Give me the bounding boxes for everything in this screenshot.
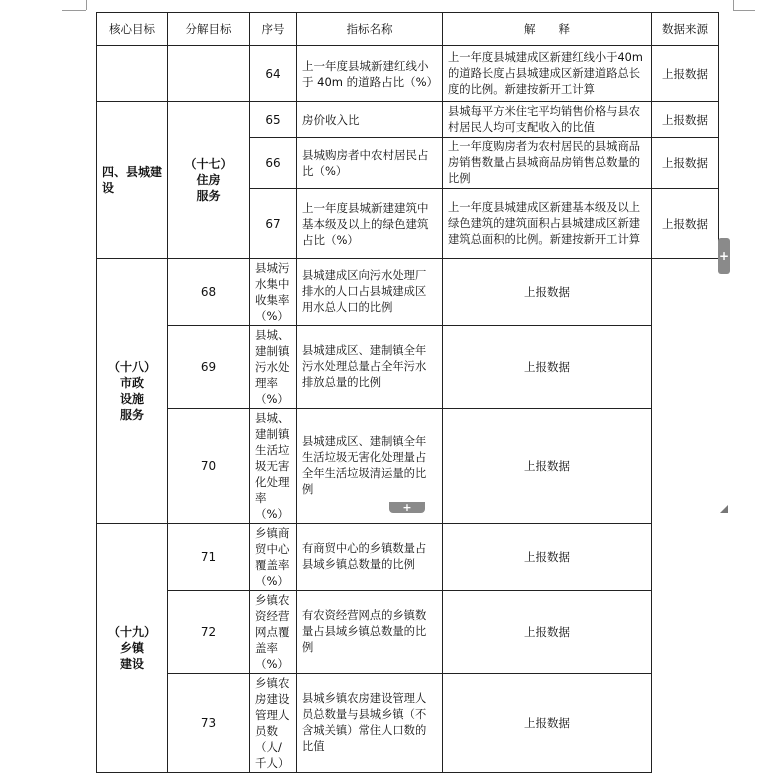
sub-goal-17-line: 服务 (196, 189, 221, 203)
indicator-name-cell[interactable]: 房价收入比 (297, 102, 443, 138)
indicator-name-cell[interactable]: 县城、建制镇污水处理率（%） (250, 326, 297, 409)
data-source-cell[interactable]: 上报数据 (652, 102, 719, 138)
sub-goal-17-line: 住房 (196, 173, 221, 187)
margin-corner-mark (733, 10, 755, 11)
sub-goal-cell-17[interactable] (168, 102, 250, 259)
explanation-cell[interactable]: 县城建成区、建制镇全年生活垃圾无害化处理量占全年生活垃圾清运量的比例 (297, 409, 443, 524)
data-source-cell[interactable]: 上报数据 (443, 409, 652, 524)
sub-goal-19-line: （十九） (107, 625, 156, 639)
serial-no-cell[interactable]: 67 (250, 189, 297, 259)
serial-no-cell[interactable]: 68 (168, 259, 250, 326)
header-serial-no[interactable]: 序号 (250, 13, 297, 46)
header-explanation[interactable]: 解 释 (443, 13, 652, 46)
margin-corner-mark (86, 0, 87, 10)
data-source-cell[interactable]: 上报数据 (443, 259, 652, 326)
sub-goal-18-line: 服务 (119, 408, 144, 422)
header-core-goal[interactable]: 核心目标 (97, 13, 168, 46)
indicator-name-cell[interactable]: 乡镇农资经营网点覆盖率（%） (250, 591, 297, 674)
explanation-cell[interactable]: 县城建成区向污水处理厂排水的人口占县城建成区用水总人口的比例 (297, 259, 443, 326)
table-row (97, 46, 719, 102)
data-source-cell[interactable]: 上报数据 (443, 524, 652, 591)
header-data-source[interactable]: 数据来源 (652, 13, 719, 46)
indicator-name-cell[interactable]: 县城购房者中农村居民占比（%） (297, 138, 443, 189)
serial-no-cell[interactable]: 71 (168, 524, 250, 591)
table-row (97, 326, 719, 409)
sub-goal-17-line: （十七） (184, 157, 233, 171)
add-row-button[interactable]: + (389, 502, 425, 513)
core-goal-cell-empty[interactable] (97, 46, 168, 102)
indicator-name-cell[interactable]: 县城污水集中收集率（%） (250, 259, 297, 326)
indicator-name-cell[interactable]: 上一年度县城新建建筑中基本级及以上的绿色建筑占比（%） (297, 189, 443, 259)
indicator-table[interactable] (96, 12, 719, 773)
indicator-name-cell[interactable]: 乡镇商贸中心覆盖率（%） (250, 524, 297, 591)
indicator-name-cell[interactable]: 县城、建制镇生活垃圾无害化处理率（%） (250, 409, 297, 524)
explanation-cell[interactable]: 县城每平方米住宅平均销售价格与县农村居民人均可支配收入的比值 (443, 102, 652, 138)
explanation-cell[interactable]: 上一年度县城建成区新建红线小于40m的道路长度占县城建成区新建道路总长度的比例。新建按新开工计算 (443, 46, 652, 102)
table-header-row (97, 13, 719, 46)
table-resize-handle-icon[interactable] (720, 505, 728, 513)
explanation-cell[interactable]: 有商贸中心的乡镇数量占县域乡镇总数量的比例 (297, 524, 443, 591)
sub-goal-19-line: 乡镇 (119, 641, 144, 655)
data-source-cell[interactable]: 上报数据 (443, 591, 652, 674)
serial-no-cell[interactable]: 64 (250, 46, 297, 102)
sub-goal-18-line: 设施 (119, 392, 144, 406)
indicator-name-cell[interactable]: 上一年度县城新建红线小于 40m 的道路占比（%） (297, 46, 443, 102)
serial-no-cell[interactable]: 66 (250, 138, 297, 189)
add-column-button[interactable]: + (718, 238, 730, 274)
explanation-cell[interactable]: 县城建成区、建制镇全年污水处理总量占全年污水排放总量的比例 (297, 326, 443, 409)
sub-goal-19-line: 建设 (119, 657, 144, 671)
serial-no-cell[interactable]: 65 (250, 102, 297, 138)
explanation-cell[interactable]: 上一年度县城建成区新建基本级及以上绿色建筑的建筑面积占县城建成区新建建筑总面积的比例。新建按新开工计算 (443, 189, 652, 259)
data-source-cell[interactable]: 上报数据 (652, 189, 719, 259)
serial-no-cell[interactable]: 72 (168, 591, 250, 674)
data-source-cell[interactable]: 上报数据 (443, 326, 652, 409)
table-row (97, 259, 719, 326)
table-row (97, 524, 719, 591)
table-row (97, 591, 719, 674)
header-indicator-name[interactable]: 指标名称 (297, 13, 443, 46)
explanation-cell[interactable]: 有农资经营网点的乡镇数量占县域乡镇总数量的比例 (297, 591, 443, 674)
indicator-name-cell[interactable]: 乡镇农房建设管理人员数（人/千人） (250, 674, 297, 773)
serial-no-cell[interactable]: 73 (168, 674, 250, 773)
table-row (97, 674, 719, 773)
data-source-cell[interactable]: 上报数据 (652, 138, 719, 189)
sub-goal-18-line: 市政 (119, 376, 144, 390)
data-source-cell[interactable]: 上报数据 (652, 46, 719, 102)
data-source-cell[interactable]: 上报数据 (443, 674, 652, 773)
margin-corner-mark (733, 0, 734, 10)
serial-no-cell[interactable]: 69 (168, 326, 250, 409)
sub-goal-18-line: （十八） (107, 360, 156, 374)
core-goal-cell[interactable]: 四、县城建设 (97, 102, 168, 259)
margin-corner-mark (62, 10, 86, 11)
sub-goal-cell-empty[interactable] (168, 46, 250, 102)
explanation-cell[interactable]: 县城乡镇农房建设管理人员总数量与县城乡镇（不含城关镇）常住人口数的比值 (297, 674, 443, 773)
serial-no-cell[interactable]: 70 (168, 409, 250, 524)
sub-goal-cell-19[interactable] (97, 524, 168, 773)
explanation-cell[interactable]: 上一年度购房者为农村居民的县城商品房销售数量占县城商品房销售总数量的比例 (443, 138, 652, 189)
header-sub-goal[interactable]: 分解目标 (168, 13, 250, 46)
sub-goal-cell-18[interactable] (97, 259, 168, 524)
table-row (97, 102, 719, 138)
